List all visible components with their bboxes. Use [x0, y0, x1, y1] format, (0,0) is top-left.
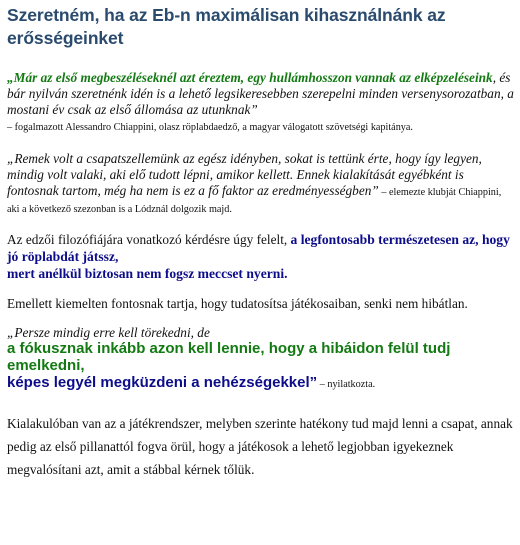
quote-2	[7, 151, 514, 217]
quote-1-attribution: – fogalmazott Alessandro Chiappini, olasz röplabdaedző, a magyar válogatott szövetségi kapitánya.	[7, 122, 413, 133]
title-line-1: Szeretném, ha az Eb-n maximálisan kihasználnánk az	[7, 5, 446, 25]
quote-3-attribution: – nyilatkozta.	[317, 379, 376, 390]
quote-3-last-line	[7, 374, 514, 392]
quote-3-green-line-1: a fókusznak inkább azon kell lennie, hogy a hibáidon felül tudj	[7, 340, 451, 357]
paragraph-1-highlight-2: mert anélkül biztosan nem fogsz meccset nyerni.	[7, 266, 288, 281]
quote-1-open-mark: „	[7, 70, 14, 85]
quote-3-intro: „Persze mindig erre kell törekedni, de	[7, 325, 210, 340]
paragraph-1-text: Az edzői filozófiájára vonatkozó kérdésre úgy felelt,	[7, 232, 291, 247]
quote-2-text: „Remek volt a csapatszellemünk az egész idényben, sokat is tettünk érte, hogy így legyen, mindig volt valaki, aki elő tudott lépni, amikor kellett. Ennek kialakítását egyébként is fontosnak tartom, még ha nem is ez a fő faktor az eredményességben”	[7, 151, 482, 198]
paragraph-1	[7, 231, 514, 282]
quote-3-green-line-2: emelkedni,	[7, 357, 85, 374]
quote-3	[7, 325, 514, 392]
quote-2-attribution: – elemezte klubját Chiappini, aki a következő szezonban is a Lódznál dolgozik majd.	[7, 187, 502, 215]
title-line-2: erősségeinket	[7, 28, 124, 48]
quote-1-rest: , és bár nyilván szeretnénk idén is a lehető legsikeresebben szerepelni minden versenysorozatban, a mostani év csak az első állomása az utunknak”	[7, 70, 514, 117]
paragraph-2: Emellett kiemelten fontosnak tartja, hogy tudatosítsa játékosaiban, senki nem hibátlan.	[7, 296, 468, 311]
paragraph-1-highlight-1: a legfontosabb természetesen az, hogy jó röplabdát játssz,	[7, 232, 510, 264]
quote-1-highlight: Már az első megbeszéléseknél azt éreztem, egy hullámhosszon vannak az elképzeléseink	[13, 70, 493, 85]
quote-1	[7, 70, 514, 135]
quote-3-navy-line: képes legyél megküzdeni a nehézségekkel”	[7, 374, 318, 391]
article-title	[7, 4, 514, 50]
paragraph-3: Kialakulóban van az a játékrendszer, melyben szerinte hatékony tud majd lenni a csapat, annak pedig az első pillanattól fogva örül, hogy a játékosok a lehető legjobban igyekeznek megvalósítani azt, amit a stábbal kérnek tőlük.	[7, 416, 513, 477]
